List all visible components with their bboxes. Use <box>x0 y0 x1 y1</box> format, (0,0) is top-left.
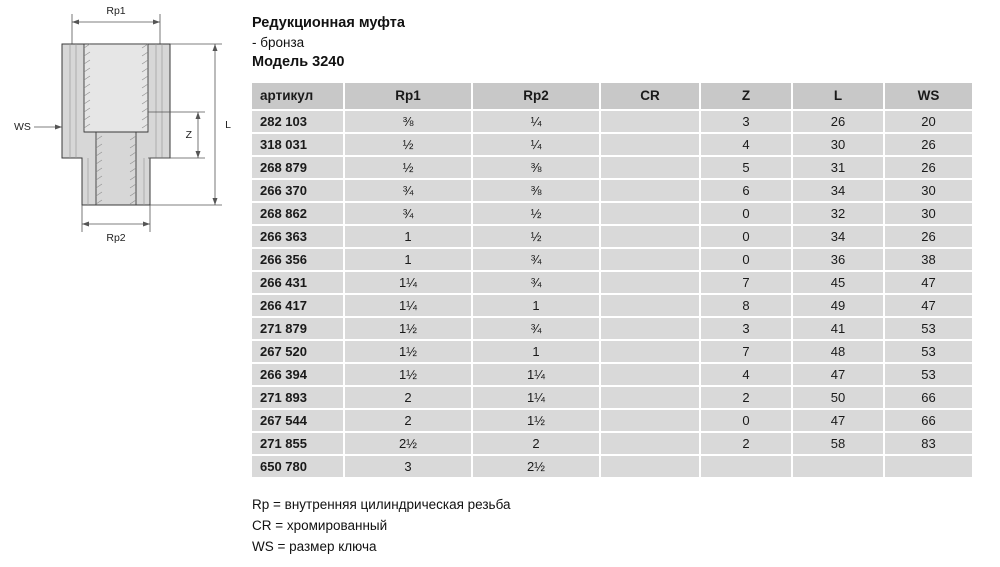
cell-value: 0 <box>700 248 792 271</box>
table-row <box>252 386 972 409</box>
cell-value: 4 <box>700 363 792 386</box>
cell-value: 34 <box>792 179 884 202</box>
table-row <box>252 432 972 455</box>
dimension-label-ws: WS <box>14 121 31 133</box>
cell-value: 8 <box>700 294 792 317</box>
cell-article-number: 271 855 <box>252 432 344 455</box>
legend <box>252 495 972 558</box>
legend-line-ws: WS = размер ключа <box>252 539 377 555</box>
cell-value: 1 <box>344 225 472 248</box>
cell-value: ¾ <box>472 317 600 340</box>
table-row <box>252 179 972 202</box>
table-row <box>252 110 972 133</box>
cell-value: 1 <box>472 340 600 363</box>
cell-value <box>600 110 700 133</box>
cell-value: 66 <box>884 409 972 432</box>
product-model: Модель 3240 <box>252 54 345 71</box>
product-title: Редукционная муфта <box>252 15 405 31</box>
cell-value: 47 <box>792 363 884 386</box>
cell-value <box>600 294 700 317</box>
cell-value <box>600 179 700 202</box>
cell-value: 26 <box>792 110 884 133</box>
cell-value: 1 <box>344 248 472 271</box>
cell-value <box>884 455 972 478</box>
cell-value: 3 <box>700 110 792 133</box>
cell-value: ¼ <box>472 110 600 133</box>
cell-value <box>600 156 700 179</box>
cell-value: 26 <box>884 225 972 248</box>
cell-value <box>792 455 884 478</box>
cell-article-number: 271 879 <box>252 317 344 340</box>
cell-value: 1¼ <box>472 386 600 409</box>
cell-value <box>600 248 700 271</box>
cell-value: 1½ <box>344 363 472 386</box>
cell-article-number: 266 431 <box>252 271 344 294</box>
cell-value: 38 <box>884 248 972 271</box>
cell-value: ⅜ <box>344 110 472 133</box>
cell-value: 2½ <box>472 455 600 478</box>
cell-value: 53 <box>884 363 972 386</box>
cell-value: 0 <box>700 225 792 248</box>
cell-value <box>600 455 700 478</box>
cell-value: 32 <box>792 202 884 225</box>
table-row <box>252 340 972 363</box>
cell-value <box>600 133 700 156</box>
cell-value: 7 <box>700 271 792 294</box>
cell-value: 7 <box>700 340 792 363</box>
table-row <box>252 133 972 156</box>
cell-value <box>600 386 700 409</box>
cell-article-number: 267 544 <box>252 409 344 432</box>
cell-article-number: 650 780 <box>252 455 344 478</box>
table-row <box>252 271 972 294</box>
cell-value: 3 <box>700 317 792 340</box>
cell-value: 83 <box>884 432 972 455</box>
cell-value: 45 <box>792 271 884 294</box>
cell-value: 20 <box>884 110 972 133</box>
cell-article-number: 266 417 <box>252 294 344 317</box>
cell-value: 3 <box>344 455 472 478</box>
product-material: - бронза <box>252 34 305 50</box>
table-header-row <box>252 83 972 110</box>
cell-value <box>600 409 700 432</box>
cell-value: 66 <box>884 386 972 409</box>
cell-value <box>600 363 700 386</box>
cell-value: ½ <box>344 133 472 156</box>
cell-value <box>600 202 700 225</box>
cell-value: 47 <box>884 271 972 294</box>
cell-value: ½ <box>472 225 600 248</box>
cell-article-number: 268 862 <box>252 202 344 225</box>
table-row <box>252 156 972 179</box>
cell-value: ¾ <box>472 248 600 271</box>
cell-value: ½ <box>472 202 600 225</box>
cell-value: 31 <box>792 156 884 179</box>
specification-table <box>252 83 972 479</box>
cell-value: 2 <box>700 432 792 455</box>
table-body <box>252 110 972 478</box>
cell-value: 26 <box>884 156 972 179</box>
cell-value: ⅜ <box>472 156 600 179</box>
cell-article-number: 271 893 <box>252 386 344 409</box>
cell-value: 47 <box>792 409 884 432</box>
cell-value: 53 <box>884 340 972 363</box>
table-row <box>252 363 972 386</box>
cell-value <box>600 432 700 455</box>
cell-value: 50 <box>792 386 884 409</box>
technical-drawing <box>0 0 250 290</box>
cell-value: 49 <box>792 294 884 317</box>
cell-value: 48 <box>792 340 884 363</box>
cell-value: ¾ <box>472 271 600 294</box>
cell-value: 6 <box>700 179 792 202</box>
cell-value: 36 <box>792 248 884 271</box>
cell-value: 2 <box>344 386 472 409</box>
cell-article-number: 266 356 <box>252 248 344 271</box>
cell-value: ¾ <box>344 202 472 225</box>
table-row <box>252 225 972 248</box>
cell-value: 41 <box>792 317 884 340</box>
cell-value: 1½ <box>344 317 472 340</box>
cell-value: 26 <box>884 133 972 156</box>
cell-value: 1¼ <box>344 271 472 294</box>
cell-value: ¼ <box>472 133 600 156</box>
cell-value: 30 <box>792 133 884 156</box>
cell-value: ½ <box>344 156 472 179</box>
dimension-label-rp1: Rp1 <box>106 5 126 17</box>
cell-value: 4 <box>700 133 792 156</box>
legend-line-rp: Rp = внутренняя цилиндрическая резьба <box>252 497 511 513</box>
dimension-label-l: L <box>225 119 231 131</box>
cell-value: 1¼ <box>344 294 472 317</box>
cell-value: 1½ <box>344 340 472 363</box>
cell-value: ⅜ <box>472 179 600 202</box>
column-header-cr: CR <box>600 83 700 110</box>
table-row <box>252 248 972 271</box>
cell-value: 47 <box>884 294 972 317</box>
cell-article-number: 282 103 <box>252 110 344 133</box>
cell-value: 53 <box>884 317 972 340</box>
column-header-z: Z <box>700 83 792 110</box>
cell-value: 0 <box>700 202 792 225</box>
column-header-rp2: Rp2 <box>472 83 600 110</box>
content-panel <box>252 14 972 558</box>
cell-value: 30 <box>884 179 972 202</box>
table-row <box>252 409 972 432</box>
cell-article-number: 318 031 <box>252 133 344 156</box>
cell-article-number: 266 370 <box>252 179 344 202</box>
cell-value: 2 <box>344 409 472 432</box>
cell-value: 1¼ <box>472 363 600 386</box>
cell-value: 2½ <box>344 432 472 455</box>
table-row <box>252 455 972 478</box>
column-header-rp1: Rp1 <box>344 83 472 110</box>
dimension-label-z: Z <box>185 129 192 141</box>
cell-value: 2 <box>472 432 600 455</box>
cell-value: ¾ <box>344 179 472 202</box>
legend-line-cr: CR = хромированный <box>252 518 388 534</box>
dimension-label-rp2: Rp2 <box>106 232 126 244</box>
cell-value: 1½ <box>472 409 600 432</box>
column-header-ws: WS <box>884 83 972 110</box>
cell-value <box>600 225 700 248</box>
column-header-article: артикул <box>252 83 344 110</box>
cell-value: 2 <box>700 386 792 409</box>
cell-value: 5 <box>700 156 792 179</box>
cell-value <box>600 271 700 294</box>
column-header-l: L <box>792 83 884 110</box>
cell-article-number: 267 520 <box>252 340 344 363</box>
cell-value: 30 <box>884 202 972 225</box>
table-row <box>252 202 972 225</box>
cell-value: 34 <box>792 225 884 248</box>
cell-article-number: 266 363 <box>252 225 344 248</box>
table-row <box>252 294 972 317</box>
cell-value: 0 <box>700 409 792 432</box>
cell-value <box>700 455 792 478</box>
table-row <box>252 317 972 340</box>
cell-value <box>600 340 700 363</box>
cell-value: 1 <box>472 294 600 317</box>
cell-article-number: 268 879 <box>252 156 344 179</box>
cell-article-number: 266 394 <box>252 363 344 386</box>
cell-value: 58 <box>792 432 884 455</box>
cell-value <box>600 317 700 340</box>
